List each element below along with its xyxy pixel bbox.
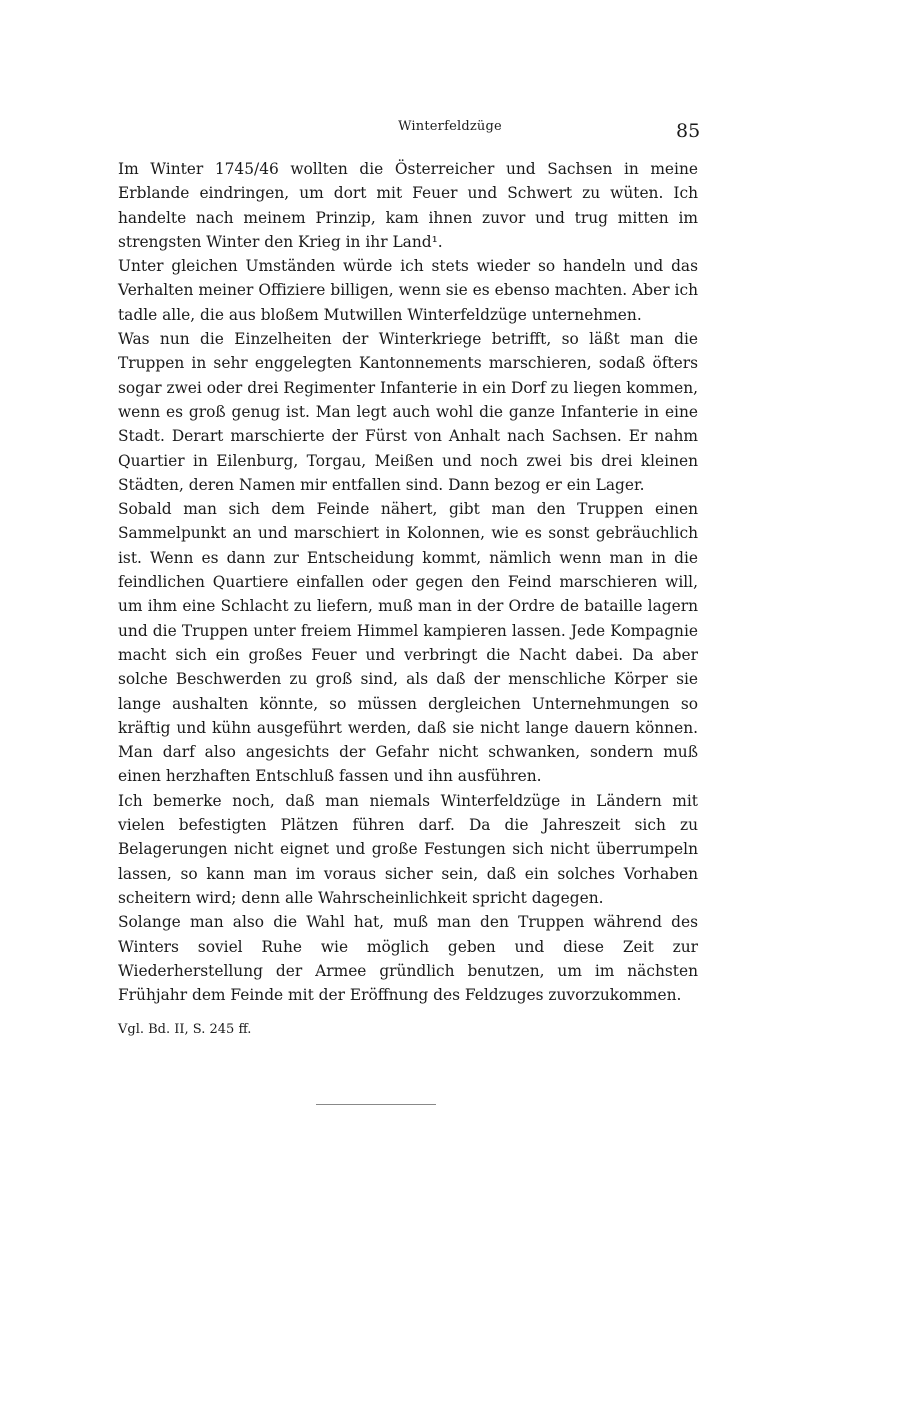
- footnote: Vgl. Bd. II, S. 245 ff.: [118, 1022, 252, 1037]
- divider: [316, 1104, 436, 1105]
- body-text: [118, 157, 698, 1007]
- paragraph: Im Winter 1745/46 wollten die Österreicher und Sachsen in meine Erblande eindringen, um dort mit Feuer und Schwert zu wüten. Ich handelte nach meinem Prinzip, kam ihnen zuvor und trug mitten im strengsten Winter den Krieg in ihr Land¹.: [118, 160, 698, 251]
- page-number: 85: [676, 120, 701, 142]
- paragraph: Sobald man sich dem Feinde nähert, gibt man den Truppen einen Sammelpunkt an und marschiert in Kolonnen, wie es sonst gebräuchlich ist. Wenn es dann zur Entscheidung kommt, nämlich wenn man in die feindlichen Quartiere einfallen oder gegen den Feind marschieren will, um ihm eine Schlacht zu liefern, muß man in der Ordre de bataille lagern und die Truppen unter freiem Himmel kampieren lassen. Jede Kompagnie macht sich ein großes Feuer und verbringt die Nacht dabei. Da aber solche Beschwerden zu groß sind, als daß der menschliche Körper sie lange aushalten könnte, so müssen dergleichen Unternehmungen so kräftig und kühn ausgeführt werden, daß sie nicht lange dauern können. Man darf also angesichts der Gefahr nicht schwanken, sondern muß einen herzhaften Entschluß fassen und ihn ausführen.: [118, 500, 698, 786]
- paragraph: Was nun die Einzelheiten der Winterkriege betrifft, so läßt man die Truppen in sehr enggelegten Kantonnements marschieren, sodaß öfters sogar zwei oder drei Regimenter Infanterie in ein Dorf zu liegen kommen, wenn es groß genug ist. Man legt auch wohl die ganze Infanterie in eine Stadt. Derart marschierte der Fürst von Anhalt nach Sachsen. Er nahm Quartier in Eilenburg, Torgau, Meißen und noch zwei bis drei kleinen Städten, deren Namen mir entfallen sind. Dann bezog er ein Lager.: [118, 330, 698, 494]
- paragraph: Ich bemerke noch, daß man niemals Winterfeldzüge in Ländern mit vielen befestigten Plätzen führen darf. Da die Jahreszeit sich zu Belagerungen nicht eignet und große Festungen sich nicht überrumpeln lassen, so kann man im voraus sicher sein, daß ein solches Vorhaben scheitern wird; denn alle Wahrscheinlichkeit spricht dagegen.: [118, 791, 698, 907]
- running-head: Winterfeldzüge: [398, 119, 502, 134]
- paragraph: Solange man also die Wahl hat, muß man den Truppen während des Winters soviel Ruhe wie möglich geben und diese Zeit zur Wiederherstellung der Armee gründlich benutzen, um im nächsten Frühjahr dem Feinde mit der Eröffnung des Feldzuges zuvorzukommen.: [118, 913, 698, 1005]
- paragraph: Unter gleichen Umständen würde ich stets wieder so handeln und das Verhalten meiner Offiziere billigen, wenn sie es ebenso machten. Aber ich tadle alle, die aus bloßem Mutwillen Winterfeldzüge unternehmen.: [118, 257, 698, 324]
